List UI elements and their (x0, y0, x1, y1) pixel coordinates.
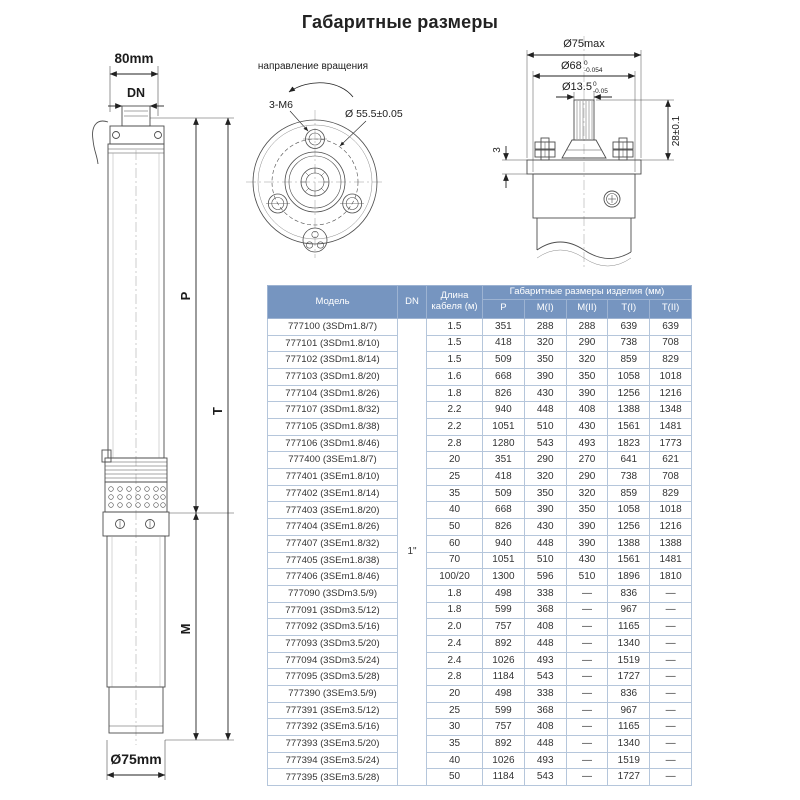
value-cell: 510 (524, 419, 566, 436)
value-cell: 708 (650, 335, 692, 352)
value-cell: 25 (427, 469, 483, 486)
value-cell: 320 (566, 352, 608, 369)
table-row (268, 752, 692, 769)
table-row (268, 602, 692, 619)
dim-d135-label: Ø13.5 (562, 81, 592, 93)
table-row (268, 635, 692, 652)
value-cell: 1.8 (427, 585, 483, 602)
value-cell: 829 (650, 352, 692, 369)
col-header-dn: DN (398, 286, 427, 319)
value-cell: 1058 (608, 502, 650, 519)
value-cell: 430 (566, 552, 608, 569)
model-cell: 777093 (3SDm3.5/20) (268, 635, 398, 652)
col-header-m2: M(II) (566, 299, 608, 318)
value-cell: 50 (427, 519, 483, 536)
model-cell: 777403 (3SEm1.8/20) (268, 502, 398, 519)
value-cell: 390 (524, 368, 566, 385)
model-cell: 777101 (3SDm1.8/10) (268, 335, 398, 352)
value-cell: 1165 (608, 719, 650, 736)
value-cell: 829 (650, 485, 692, 502)
value-cell: — (566, 719, 608, 736)
value-cell: 408 (524, 719, 566, 736)
value-cell: 967 (608, 602, 650, 619)
value-cell: 1184 (483, 769, 525, 786)
value-cell: — (566, 686, 608, 703)
value-cell: 1561 (608, 552, 650, 569)
value-cell: 408 (524, 619, 566, 636)
table-row (268, 519, 692, 536)
dim-d68-tol-top: 0 (584, 60, 588, 67)
value-cell: 1051 (483, 419, 525, 436)
value-cell: 1561 (608, 419, 650, 436)
value-cell: 390 (566, 535, 608, 552)
dim-d75max-label: Ø75max (563, 38, 605, 50)
table-row (268, 318, 692, 335)
value-cell: 100/20 (427, 569, 483, 586)
value-cell: — (650, 719, 692, 736)
table-row (268, 452, 692, 469)
value-cell: 596 (524, 569, 566, 586)
value-cell: 967 (608, 702, 650, 719)
value-cell: 70 (427, 552, 483, 569)
value-cell: 1.5 (427, 335, 483, 352)
value-cell: 1018 (650, 368, 692, 385)
value-cell: 836 (608, 585, 650, 602)
model-cell: 777393 (3SEm3.5/20) (268, 736, 398, 753)
table-body (268, 318, 692, 785)
value-cell: 1388 (608, 402, 650, 419)
value-cell: 270 (566, 452, 608, 469)
model-cell: 777400 (3SEm1.8/7) (268, 452, 398, 469)
table-row (268, 435, 692, 452)
value-cell: 1026 (483, 752, 525, 769)
value-cell: 738 (608, 469, 650, 486)
table-row (268, 419, 692, 436)
value-cell: 1340 (608, 736, 650, 753)
value-cell: 350 (524, 485, 566, 502)
value-cell: — (650, 752, 692, 769)
value-cell: 1280 (483, 435, 525, 452)
value-cell: — (566, 602, 608, 619)
model-cell: 777094 (3SDm3.5/24) (268, 652, 398, 669)
value-cell: 757 (483, 719, 525, 736)
value-cell: 509 (483, 485, 525, 502)
value-cell: 1.5 (427, 352, 483, 369)
value-cell: 1058 (608, 368, 650, 385)
value-cell: — (566, 769, 608, 786)
value-cell: — (650, 602, 692, 619)
model-cell: 777405 (3SEm1.8/38) (268, 552, 398, 569)
value-cell: 2.8 (427, 669, 483, 686)
value-cell: 1256 (608, 385, 650, 402)
value-cell: 418 (483, 469, 525, 486)
col-header-t2: T(II) (650, 299, 692, 318)
model-cell: 777107 (3SDm1.8/32) (268, 402, 398, 419)
value-cell: 509 (483, 352, 525, 369)
col-header-p: P (483, 299, 525, 318)
value-cell: 1388 (650, 535, 692, 552)
value-cell: 290 (566, 335, 608, 352)
model-cell: 777102 (3SDm1.8/14) (268, 352, 398, 369)
value-cell: 1810 (650, 569, 692, 586)
cable-clamp (102, 450, 111, 462)
pump-head (110, 126, 164, 144)
model-cell: 777391 (3SEm3.5/12) (268, 702, 398, 719)
table-row (268, 686, 692, 703)
value-cell: 940 (483, 402, 525, 419)
table-row (268, 502, 692, 519)
value-cell: 510 (566, 569, 608, 586)
dimensions-table-grid (267, 285, 692, 786)
value-cell: 859 (608, 352, 650, 369)
value-cell: 836 (608, 686, 650, 703)
page-title: Габаритные размеры (301, 12, 499, 32)
value-cell: 641 (608, 452, 650, 469)
value-cell: 350 (566, 502, 608, 519)
value-cell: 493 (524, 652, 566, 669)
value-cell: 430 (524, 385, 566, 402)
table-row (268, 719, 692, 736)
value-cell: 448 (524, 402, 566, 419)
value-cell: 1216 (650, 519, 692, 536)
table-row (268, 619, 692, 636)
value-cell: — (566, 585, 608, 602)
model-cell: 777392 (3SEm3.5/16) (268, 719, 398, 736)
value-cell: 390 (566, 385, 608, 402)
value-cell: 20 (427, 686, 483, 703)
bolt-callout-label: 3-М6 (269, 99, 293, 111)
value-cell: 498 (483, 686, 525, 703)
model-cell: 777103 (3SDm1.8/20) (268, 368, 398, 385)
value-cell: 288 (524, 318, 566, 335)
model-cell: 777402 (3SEm1.8/14) (268, 485, 398, 502)
value-cell: 1.5 (427, 318, 483, 335)
value-cell: 1388 (608, 535, 650, 552)
value-cell: 1481 (650, 419, 692, 436)
table-row (268, 702, 692, 719)
value-cell: 1340 (608, 635, 650, 652)
value-cell: — (566, 652, 608, 669)
table-row (268, 769, 692, 786)
value-cell: 1823 (608, 435, 650, 452)
value-cell: 320 (566, 485, 608, 502)
table-row (268, 402, 692, 419)
model-cell: 777095 (3SDm3.5/28) (268, 669, 398, 686)
value-cell: 892 (483, 736, 525, 753)
value-cell: — (650, 769, 692, 786)
motor-body (107, 536, 165, 687)
value-cell: — (650, 652, 692, 669)
value-cell: 368 (524, 602, 566, 619)
model-cell: 777100 (3SDm1.8/7) (268, 318, 398, 335)
model-cell: 777401 (3SEm1.8/10) (268, 469, 398, 486)
value-cell: — (566, 752, 608, 769)
bolt-circle-dia-label: Ø 55.5±0.05 (345, 108, 403, 120)
table-row (268, 368, 692, 385)
value-cell: — (566, 619, 608, 636)
dim-d75mm-label: Ø75mm (110, 751, 162, 767)
model-cell: 777105 (3SDm1.8/38) (268, 419, 398, 436)
table-row (268, 652, 692, 669)
value-cell: 1348 (650, 402, 692, 419)
value-cell: 826 (483, 385, 525, 402)
value-cell: 448 (524, 635, 566, 652)
model-cell: 777106 (3SDm1.8/46) (268, 435, 398, 452)
table-row (268, 485, 692, 502)
dim-28-label: 28±0.1 (671, 115, 682, 147)
value-cell: 368 (524, 702, 566, 719)
value-cell: 2.4 (427, 652, 483, 669)
value-cell: 40 (427, 752, 483, 769)
value-cell: 448 (524, 736, 566, 753)
table-row (268, 469, 692, 486)
value-cell: 2.2 (427, 419, 483, 436)
model-cell: 777395 (3SEm3.5/28) (268, 769, 398, 786)
motor-top-view (492, 36, 682, 268)
value-cell: — (650, 702, 692, 719)
table-row (268, 552, 692, 569)
value-cell: 1727 (608, 669, 650, 686)
table-row (268, 569, 692, 586)
value-cell: 408 (566, 402, 608, 419)
value-cell: 418 (483, 335, 525, 352)
value-cell: 543 (524, 669, 566, 686)
value-cell: — (650, 686, 692, 703)
value-cell: — (566, 669, 608, 686)
value-cell: 498 (483, 585, 525, 602)
dim-d68-tol-bot: -0.054 (584, 67, 603, 74)
pump-side-view (93, 51, 234, 780)
value-cell: 757 (483, 619, 525, 636)
dim-3-label: 3 (492, 147, 503, 153)
model-cell: 777092 (3SDm3.5/16) (268, 619, 398, 636)
value-cell: 599 (483, 702, 525, 719)
col-header-model: Модель (268, 286, 398, 319)
rotation-direction-label: направление вращения (257, 61, 369, 72)
dim-p-label: P (178, 291, 193, 301)
table-row (268, 669, 692, 686)
value-cell: 1300 (483, 569, 525, 586)
value-cell: 599 (483, 602, 525, 619)
fill-plug (604, 191, 620, 207)
rotation-arrow (289, 83, 353, 97)
value-cell: 2.8 (427, 435, 483, 452)
model-cell: 777091 (3SDm3.5/12) (268, 602, 398, 619)
value-cell: 1.8 (427, 385, 483, 402)
value-cell: 1.8 (427, 602, 483, 619)
value-cell: 639 (650, 318, 692, 335)
table-row (268, 535, 692, 552)
value-cell: 668 (483, 502, 525, 519)
value-cell: 290 (566, 469, 608, 486)
value-cell: 350 (566, 368, 608, 385)
value-cell: — (650, 736, 692, 753)
value-cell: 448 (524, 535, 566, 552)
col-header-dimensions-group: Габаритные размеры изделия (мм) (483, 286, 692, 300)
dim-d135-tol-top: 0 (593, 81, 597, 88)
model-cell: 777394 (3SEm3.5/24) (268, 752, 398, 769)
value-cell: 2.4 (427, 635, 483, 652)
value-cell: 1026 (483, 652, 525, 669)
value-cell: 1896 (608, 569, 650, 586)
table-row (268, 585, 692, 602)
value-cell: 430 (566, 419, 608, 436)
value-cell: 338 (524, 585, 566, 602)
value-cell: 430 (524, 519, 566, 536)
value-cell: 1165 (608, 619, 650, 636)
mounting-stud-right (613, 138, 633, 160)
value-cell: 738 (608, 335, 650, 352)
pump-cable (93, 121, 108, 164)
value-cell: 2.0 (427, 619, 483, 636)
value-cell: 1727 (608, 769, 650, 786)
value-cell: — (566, 736, 608, 753)
value-cell: 35 (427, 485, 483, 502)
dim-80mm-label: 80mm (114, 51, 154, 66)
model-cell: 777390 (3SEm3.5/9) (268, 686, 398, 703)
model-cell: 777404 (3SEm1.8/26) (268, 519, 398, 536)
value-cell: — (566, 635, 608, 652)
value-cell: 510 (524, 552, 566, 569)
value-cell: 320 (524, 335, 566, 352)
dim-m-label: M (178, 623, 193, 635)
value-cell: 1018 (650, 502, 692, 519)
dim-t-label: T (210, 407, 225, 415)
value-cell: 50 (427, 769, 483, 786)
model-cell: 777407 (3SEm1.8/32) (268, 535, 398, 552)
value-cell: 350 (524, 352, 566, 369)
col-header-cable: Длина кабеля (м) (427, 286, 483, 319)
value-cell: 1216 (650, 385, 692, 402)
value-cell: 338 (524, 686, 566, 703)
value-cell: 2.2 (427, 402, 483, 419)
value-cell: 1773 (650, 435, 692, 452)
value-cell: 668 (483, 368, 525, 385)
value-cell: 290 (524, 452, 566, 469)
value-cell: 1.6 (427, 368, 483, 385)
value-cell: 543 (524, 769, 566, 786)
value-cell: 351 (483, 318, 525, 335)
value-cell: 639 (608, 318, 650, 335)
value-cell: 859 (608, 485, 650, 502)
value-cell: 40 (427, 502, 483, 519)
value-cell: 35 (427, 736, 483, 753)
value-cell: 940 (483, 535, 525, 552)
value-cell: — (650, 619, 692, 636)
bolt-hole (266, 194, 290, 213)
value-cell: 1184 (483, 669, 525, 686)
value-cell: 1481 (650, 552, 692, 569)
value-cell: 708 (650, 469, 692, 486)
rotation-view (246, 61, 403, 258)
value-cell: — (650, 669, 692, 686)
model-cell: 777090 (3SDm3.5/9) (268, 585, 398, 602)
table-row (268, 385, 692, 402)
table-row (268, 352, 692, 369)
value-cell: 390 (524, 502, 566, 519)
value-cell: — (566, 702, 608, 719)
value-cell: 20 (427, 452, 483, 469)
bolt-hole (340, 194, 364, 213)
value-cell: 288 (566, 318, 608, 335)
value-cell: 30 (427, 719, 483, 736)
table-row (268, 335, 692, 352)
value-cell: 621 (650, 452, 692, 469)
col-header-m1: M(I) (524, 299, 566, 318)
dimensions-table (267, 285, 691, 786)
value-cell: 493 (566, 435, 608, 452)
mounting-stud-left (535, 138, 555, 160)
value-cell: 1519 (608, 652, 650, 669)
value-cell: 1051 (483, 552, 525, 569)
value-cell: 1519 (608, 752, 650, 769)
value-cell: 351 (483, 452, 525, 469)
col-header-t1: T(I) (608, 299, 650, 318)
dim-d68-label: Ø68 (561, 60, 582, 72)
value-cell: 25 (427, 702, 483, 719)
value-cell: — (650, 635, 692, 652)
value-cell: 892 (483, 635, 525, 652)
model-cell: 777406 (3SEm1.8/46) (268, 569, 398, 586)
value-cell: 543 (524, 435, 566, 452)
value-cell: 320 (524, 469, 566, 486)
value-cell: — (650, 585, 692, 602)
table-row (268, 736, 692, 753)
dim-dn-label: DN (126, 86, 146, 100)
value-cell: 826 (483, 519, 525, 536)
value-cell: 390 (566, 519, 608, 536)
value-cell: 1256 (608, 519, 650, 536)
value-cell: 60 (427, 535, 483, 552)
dim-d135-tol-bot: -0.05 (593, 88, 608, 95)
dn-value-cell: 1" (398, 318, 427, 785)
model-cell: 777104 (3SDm1.8/26) (268, 385, 398, 402)
value-cell: 493 (524, 752, 566, 769)
